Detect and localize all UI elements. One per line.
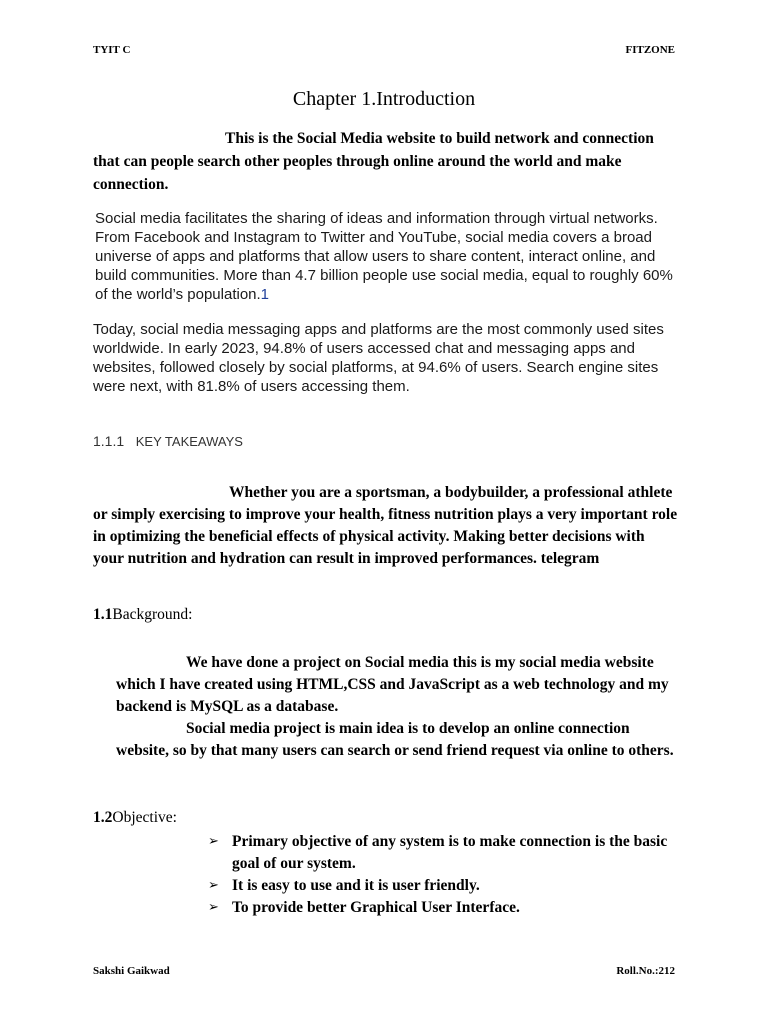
key-takeaways-heading xyxy=(93,433,243,449)
background-heading xyxy=(93,606,192,624)
objective-heading xyxy=(93,809,177,827)
subsection-label: KEY TAKEAWAYS xyxy=(135,434,243,449)
background-heading-text: Background: xyxy=(112,606,193,623)
subsection-number: 1.1.1 xyxy=(93,433,125,449)
fitness-paragraph: Whether you are a sportsman, a bodybuilder, a professional athlete or simply exercising to improve your health, fitness nutrition plays a very important role in optimizing the beneficial effects of physical activity. Making better decisions with your nutrition and hydration can result in improved performances. telegram xyxy=(93,484,678,567)
messaging-paragraph: Today, social media messaging apps and platforms are the most commonly used sites worldwide. In early 2023, 94.8% of users accessed chat and messaging apps and websites, followed closely by social platforms, at 94.6% of users. Search engine sites were next, with 81.8% of users accessing them. xyxy=(93,321,664,395)
arrow-bullet-icon: ➢ xyxy=(208,878,219,893)
header-right: FITZONE xyxy=(625,44,675,56)
reference-link[interactable]: 1 xyxy=(260,286,270,303)
background-paragraph-1: We have done a project on Social media this is my social media website which I have created using HTML,CSS and JavaScript as a web technology and my backend is MySQL as a database. xyxy=(116,654,669,715)
objective-number: 1.2 xyxy=(93,809,113,826)
objective-heading-text: Objective: xyxy=(112,809,177,826)
header-left: TYIT C xyxy=(93,44,131,56)
objective-list xyxy=(208,831,678,919)
list-item: ➢ To provide better Graphical User Interface. xyxy=(208,897,678,919)
list-item: ➢ Primary objective of any system is to make connection is the basic goal of our system. xyxy=(208,833,668,872)
footer-author: Sakshi Gaikwad xyxy=(93,965,170,977)
social-media-text: Social media facilitates the sharing of ideas and information through virtual networks. From Facebook and Instagram to Twitter and YouTube, social media covers a broad universe of apps and platforms that allow users to share content, interact online, and build communities. More than 4.7 billion people use social media, equal to roughly 60% of the world’s population. xyxy=(95,210,673,303)
social-media-paragraph xyxy=(95,209,680,304)
arrow-bullet-icon: ➢ xyxy=(208,834,219,849)
background-paragraph-2: Social media project is main idea is to develop an online connection website, so by that many users can search or send friend request via online to others. xyxy=(116,720,674,759)
list-item: ➢ It is easy to use and it is user friendly. xyxy=(208,875,678,897)
footer-roll-number: Roll.No.:212 xyxy=(616,965,675,977)
page-title: Chapter 1.Introduction xyxy=(292,88,476,110)
background-number: 1.1 xyxy=(93,606,113,623)
intro-paragraph: This is the Social Media website to build network and connection that can people search other peoples through online around the world and make connection. xyxy=(93,130,654,193)
arrow-bullet-icon: ➢ xyxy=(208,900,219,915)
